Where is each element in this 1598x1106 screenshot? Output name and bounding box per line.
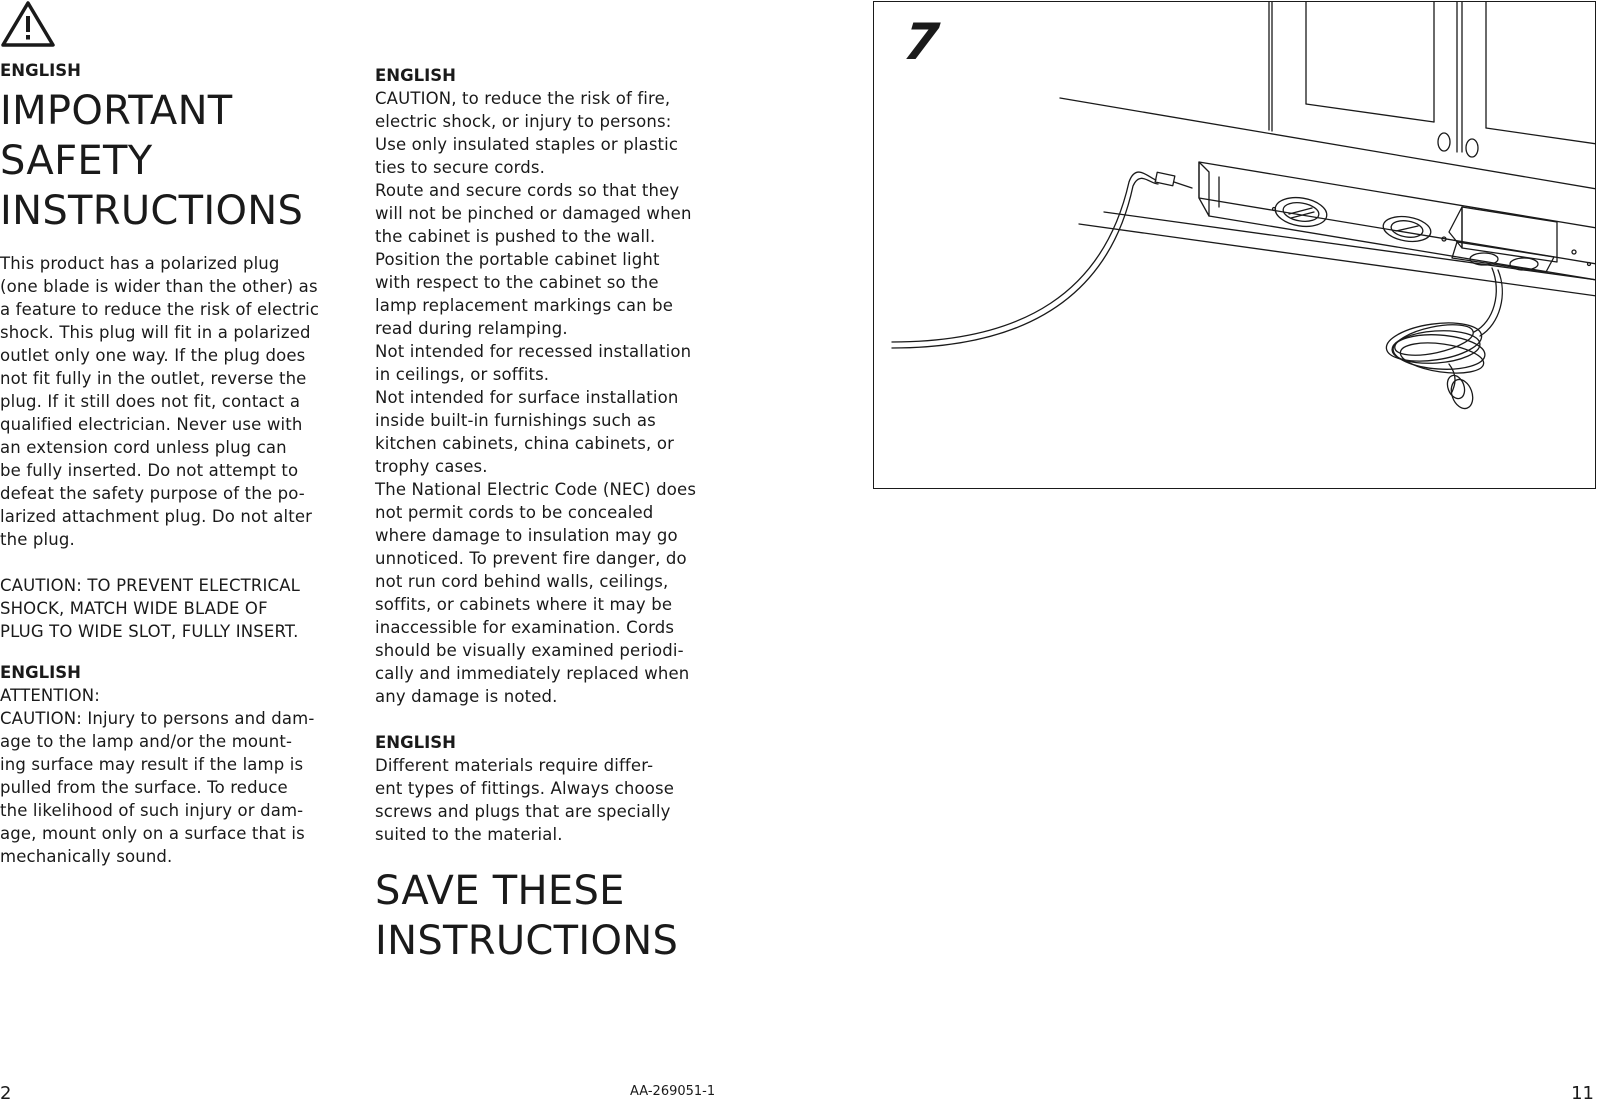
language-label: ENGLISH — [375, 66, 456, 85]
warning-triangle-icon — [0, 0, 56, 48]
attention-paragraph: ATTENTION: CAUTION: Injury to persons and dam- age to the lamp and/or the mount- ing surface may result if the lamp is pulled from the surface. To reduce the likelihood of such injury or dam- age, mount only on a surface that is mechanically sound. — [0, 686, 315, 866]
language-label: ENGLISH — [375, 733, 456, 752]
important-safety-title — [0, 86, 345, 236]
step-illustration — [873, 1, 1596, 489]
materials-paragraph: Different materials require differ- ent types of fittings. Always choose screws and plugs that are specially suited to the material. — [375, 756, 675, 844]
caution-caps-paragraph: CAUTION: TO PREVENT ELECTRICAL SHOCK, MATCH WIDE BLADE OF PLUG TO WIDE SLOT, FULLY INSERT. — [0, 576, 300, 641]
cord-caution-paragraph: CAUTION, to reduce the risk of fire, electric shock, or injury to persons: Use only insulated staples or plastic ties to secure cords. Route and secure cords so that they will not be pinched or damaged when the cabinet is pushed to the wall. Position the portable cabinet light with respect to the cabinet so the lamp replacement markings can be read during relamping. Not intended for recessed installation in ceilings, or soffits. Not intended for surface installation inside built-in furnishings such as kitchen cabinets, china cabinets, or trophy cases. The National Electric Code (NEC) does not permit cords to be concealed where damage to insulation may go unnoticed. To prevent fire danger, do not run cord behind walls, ceilings, soffits, or cabinets where it may be inaccessible for examination. Cords should be visually examined periodi- cally and immediately replaced when any damage is noted. — [375, 89, 697, 706]
save-instructions-title — [375, 866, 725, 966]
title-line: IMPORTANT — [0, 88, 233, 134]
title-line: INSTRUCTIONS — [375, 918, 679, 964]
step-number: 7 — [900, 13, 942, 71]
title-line: INSTRUCTIONS — [0, 188, 304, 234]
polarized-plug-paragraph: This product has a polarized plug (one blade is wider than the other) as a feature to reduce the risk of electric shock. This plug will fit in a polarized outlet only one way. If the plug does not fit fully in the outlet, reverse the plug. If it still does not fit, contact a qualified electrician. Never use with an extension cord unless plug can be fully inserted. Do not attempt to defeat the safety purpose of the po- larized attachment plug. Do not alter the plug. — [0, 254, 320, 549]
page-number-right: 11 — [1571, 1083, 1594, 1104]
document-code: AA-269051-1 — [630, 1084, 716, 1099]
language-label: ENGLISH — [0, 61, 81, 80]
page-number-left: 2 — [0, 1083, 12, 1104]
language-label: ENGLISH — [0, 663, 81, 682]
title-line: SAFETY — [0, 138, 153, 184]
title-line: SAVE THESE — [375, 868, 625, 914]
cabinet-light-illustration — [874, 2, 1596, 489]
